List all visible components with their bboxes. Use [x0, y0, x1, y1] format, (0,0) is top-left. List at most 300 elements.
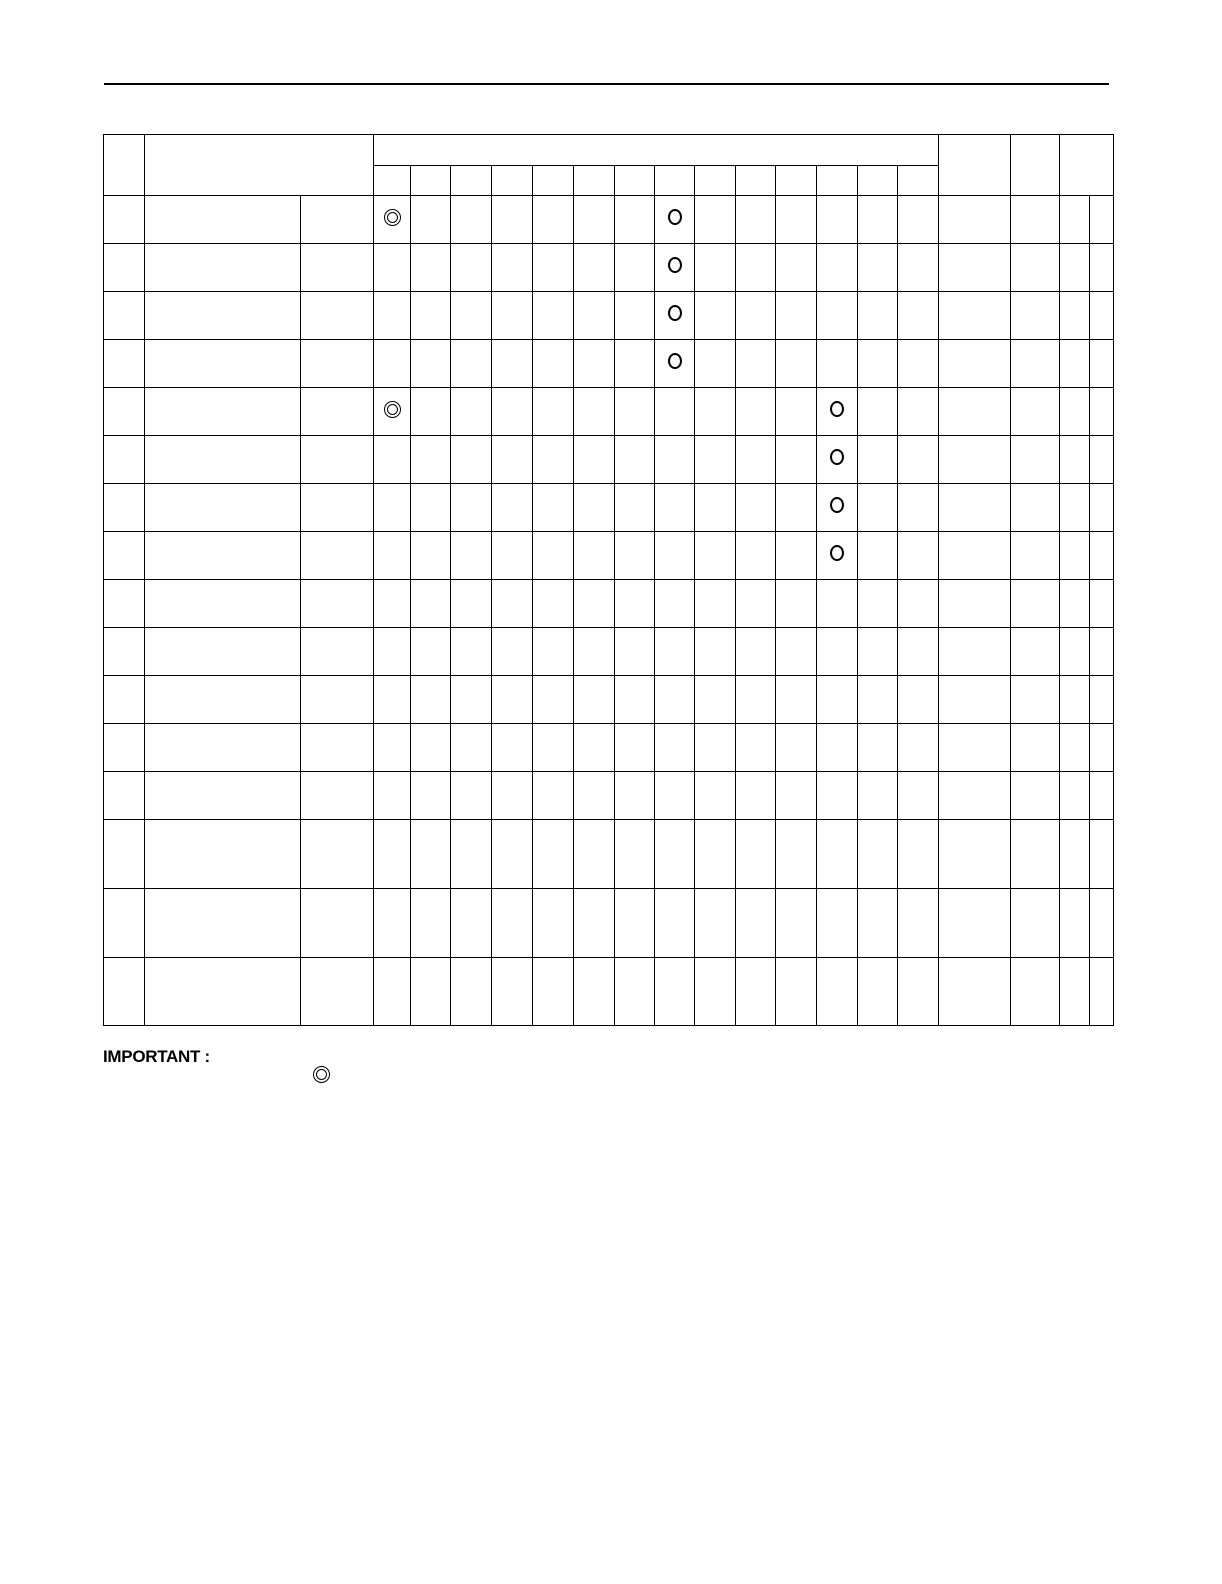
interval-cell: [533, 196, 574, 244]
interval-cell: [451, 820, 492, 889]
interval-cell: [655, 532, 695, 580]
row-extra-cell: [1090, 958, 1114, 1026]
interval-cell: [574, 676, 615, 724]
interval-cell: [574, 244, 615, 292]
interval-cell: [533, 958, 574, 1026]
row-extra-cell: [1060, 628, 1090, 676]
interval-cell: [451, 724, 492, 772]
interval-cell: [817, 532, 858, 580]
interval-cell: [492, 889, 533, 958]
row-item-detail-cell: [301, 676, 374, 724]
interval-cell: [695, 772, 736, 820]
row-extra-cell: [1090, 244, 1114, 292]
interval-cell: [411, 724, 451, 772]
interval-cell: [615, 958, 655, 1026]
interval-cell: [451, 388, 492, 436]
interval-cell: [817, 388, 858, 436]
header-interval-cell: [374, 135, 939, 166]
interval-cell: [817, 580, 858, 628]
interval-cell: [655, 196, 695, 244]
interval-cell: [374, 532, 411, 580]
interval-cell: [615, 724, 655, 772]
interval-cell: [374, 580, 411, 628]
interval-cell: [776, 388, 817, 436]
interval-cell: [655, 628, 695, 676]
header-interval-subcell: [817, 166, 858, 196]
header-no-cell: [104, 135, 145, 196]
row-extra-cell: [1090, 628, 1114, 676]
interval-cell: [451, 889, 492, 958]
interval-cell: [374, 340, 411, 388]
row-extra-cell: [939, 532, 1011, 580]
row-extra-cell: [1060, 820, 1090, 889]
row-item-cell: [145, 580, 301, 628]
interval-cell: [411, 628, 451, 676]
row-item-cell: [145, 889, 301, 958]
row-extra-cell: [1060, 532, 1090, 580]
row-number-cell: [104, 388, 145, 436]
interval-cell: [817, 772, 858, 820]
interval-cell: [411, 958, 451, 1026]
row-item-detail-cell: [301, 484, 374, 532]
row-extra-cell: [1060, 772, 1090, 820]
table-row: [104, 820, 1114, 889]
interval-cell: [533, 436, 574, 484]
interval-cell: [695, 484, 736, 532]
header-interval-subcell: [533, 166, 574, 196]
interval-cell: [492, 724, 533, 772]
interval-cell: [615, 292, 655, 340]
row-extra-cell: [939, 889, 1011, 958]
interval-cell: [533, 889, 574, 958]
table-row: [104, 484, 1114, 532]
row-item-cell: [145, 340, 301, 388]
header-item-cell: [145, 135, 374, 196]
row-extra-cell: [1090, 580, 1114, 628]
interval-cell: [451, 628, 492, 676]
row-item-cell: [145, 436, 301, 484]
interval-cell: [776, 676, 817, 724]
header-interval-subcell: [451, 166, 492, 196]
table-row: [104, 580, 1114, 628]
interval-cell: [736, 628, 776, 676]
row-item-cell: [145, 676, 301, 724]
interval-cell: [533, 388, 574, 436]
interval-cell: [574, 292, 615, 340]
header-interval-subcell: [898, 166, 939, 196]
table-row: [104, 628, 1114, 676]
row-extra-cell: [1060, 724, 1090, 772]
row-number-cell: [104, 724, 145, 772]
interval-cell: [655, 388, 695, 436]
interval-cell: [858, 532, 898, 580]
interval-cell: [615, 484, 655, 532]
interval-cell: [655, 676, 695, 724]
row-extra-cell: [1011, 196, 1060, 244]
interval-cell: [533, 724, 574, 772]
interval-cell: [736, 676, 776, 724]
interval-cell: [374, 628, 411, 676]
interval-cell: [776, 436, 817, 484]
row-item-cell: [145, 388, 301, 436]
row-extra-cell: [939, 628, 1011, 676]
table-row: [104, 724, 1114, 772]
interval-cell: [898, 958, 939, 1026]
interval-cell: [858, 292, 898, 340]
interval-cell: [374, 484, 411, 532]
row-extra-cell: [1011, 772, 1060, 820]
row-extra-cell: [939, 292, 1011, 340]
interval-cell: [411, 676, 451, 724]
interval-cell: [411, 244, 451, 292]
interval-cell: [533, 580, 574, 628]
row-number-cell: [104, 820, 145, 889]
row-number-cell: [104, 484, 145, 532]
interval-cell: [736, 958, 776, 1026]
interval-cell: [574, 628, 615, 676]
row-extra-cell: [939, 388, 1011, 436]
interval-cell: [374, 292, 411, 340]
row-extra-cell: [1090, 772, 1114, 820]
interval-cell: [492, 340, 533, 388]
circle-icon: [668, 257, 682, 273]
interval-cell: [858, 388, 898, 436]
row-number-cell: [104, 196, 145, 244]
row-item-detail-cell: [301, 436, 374, 484]
interval-cell: [533, 772, 574, 820]
interval-cell: [858, 436, 898, 484]
interval-cell: [695, 532, 736, 580]
interval-cell: [695, 820, 736, 889]
interval-cell: [817, 676, 858, 724]
interval-cell: [776, 628, 817, 676]
interval-cell: [451, 580, 492, 628]
interval-cell: [374, 196, 411, 244]
interval-cell: [898, 436, 939, 484]
header-interval-subcell: [574, 166, 615, 196]
interval-cell: [655, 340, 695, 388]
row-extra-cell: [1090, 676, 1114, 724]
circle-icon: [830, 401, 844, 417]
interval-cell: [898, 292, 939, 340]
interval-cell: [411, 580, 451, 628]
interval-cell: [776, 484, 817, 532]
row-extra-cell: [1060, 196, 1090, 244]
row-extra-cell: [939, 580, 1011, 628]
interval-cell: [574, 724, 615, 772]
interval-cell: [898, 484, 939, 532]
interval-cell: [411, 889, 451, 958]
interval-cell: [695, 958, 736, 1026]
interval-cell: [695, 580, 736, 628]
row-extra-cell: [1011, 340, 1060, 388]
row-extra-cell: [1011, 724, 1060, 772]
header-row: [104, 135, 1114, 166]
row-item-cell: [145, 820, 301, 889]
interval-cell: [858, 772, 898, 820]
header-interval-subcell: [492, 166, 533, 196]
interval-cell: [411, 436, 451, 484]
row-item-detail-cell: [301, 724, 374, 772]
interval-cell: [451, 676, 492, 724]
interval-cell: [736, 292, 776, 340]
interval-cell: [451, 532, 492, 580]
interval-cell: [858, 244, 898, 292]
row-item-cell: [145, 196, 301, 244]
interval-cell: [898, 340, 939, 388]
table-row: [104, 388, 1114, 436]
interval-cell: [411, 340, 451, 388]
row-extra-cell: [939, 724, 1011, 772]
row-extra-cell: [1011, 292, 1060, 340]
interval-cell: [492, 388, 533, 436]
interval-cell: [451, 196, 492, 244]
double-circle-icon: [313, 1066, 330, 1083]
interval-cell: [374, 820, 411, 889]
interval-cell: [533, 340, 574, 388]
interval-cell: [655, 889, 695, 958]
row-number-cell: [104, 889, 145, 958]
table-row: [104, 196, 1114, 244]
table-row: [104, 244, 1114, 292]
interval-cell: [574, 958, 615, 1026]
circle-icon: [668, 305, 682, 321]
row-extra-cell: [1060, 580, 1090, 628]
row-extra-cell: [1060, 484, 1090, 532]
interval-cell: [492, 958, 533, 1026]
table-row: [104, 889, 1114, 958]
row-extra-cell: [1090, 292, 1114, 340]
row-number-cell: [104, 532, 145, 580]
row-extra-cell: [1060, 292, 1090, 340]
interval-cell: [898, 676, 939, 724]
interval-cell: [574, 580, 615, 628]
interval-cell: [374, 772, 411, 820]
interval-cell: [451, 436, 492, 484]
row-extra-cell: [939, 244, 1011, 292]
interval-cell: [411, 532, 451, 580]
row-number-cell: [104, 958, 145, 1026]
interval-cell: [736, 244, 776, 292]
row-extra-cell: [1090, 196, 1114, 244]
interval-cell: [776, 292, 817, 340]
row-extra-cell: [939, 676, 1011, 724]
row-item-detail-cell: [301, 820, 374, 889]
row-item-cell: [145, 244, 301, 292]
row-extra-cell: [939, 484, 1011, 532]
interval-cell: [736, 580, 776, 628]
interval-cell: [817, 292, 858, 340]
circle-icon: [668, 353, 682, 369]
interval-cell: [615, 676, 655, 724]
row-extra-cell: [1011, 820, 1060, 889]
interval-cell: [533, 244, 574, 292]
interval-cell: [411, 772, 451, 820]
row-number-cell: [104, 772, 145, 820]
interval-cell: [695, 628, 736, 676]
row-extra-cell: [1090, 532, 1114, 580]
interval-cell: [898, 532, 939, 580]
interval-cell: [451, 772, 492, 820]
row-item-detail-cell: [301, 772, 374, 820]
interval-cell: [492, 628, 533, 676]
interval-cell: [615, 889, 655, 958]
interval-cell: [451, 340, 492, 388]
interval-cell: [817, 484, 858, 532]
row-item-detail-cell: [301, 958, 374, 1026]
interval-cell: [615, 772, 655, 820]
row-item-cell: [145, 772, 301, 820]
interval-cell: [695, 388, 736, 436]
row-extra-cell: [1011, 889, 1060, 958]
circle-icon: [668, 209, 682, 225]
interval-cell: [898, 889, 939, 958]
row-extra-cell: [1060, 958, 1090, 1026]
interval-cell: [533, 628, 574, 676]
interval-cell: [655, 292, 695, 340]
interval-cell: [574, 532, 615, 580]
interval-cell: [817, 244, 858, 292]
interval-cell: [695, 724, 736, 772]
interval-cell: [817, 820, 858, 889]
row-number-cell: [104, 580, 145, 628]
interval-cell: [492, 580, 533, 628]
interval-cell: [655, 724, 695, 772]
interval-cell: [374, 724, 411, 772]
interval-cell: [776, 244, 817, 292]
row-extra-cell: [1090, 388, 1114, 436]
interval-cell: [655, 436, 695, 484]
interval-cell: [776, 340, 817, 388]
interval-cell: [615, 340, 655, 388]
row-extra-cell: [1090, 340, 1114, 388]
interval-cell: [736, 388, 776, 436]
interval-cell: [533, 676, 574, 724]
interval-cell: [858, 676, 898, 724]
interval-cell: [898, 196, 939, 244]
interval-cell: [451, 292, 492, 340]
important-label: IMPORTANT :: [103, 1047, 210, 1066]
row-extra-cell: [1011, 580, 1060, 628]
interval-cell: [411, 484, 451, 532]
interval-cell: [858, 820, 898, 889]
interval-cell: [374, 958, 411, 1026]
circle-icon: [830, 545, 844, 561]
interval-cell: [574, 889, 615, 958]
row-number-cell: [104, 244, 145, 292]
interval-cell: [736, 340, 776, 388]
interval-cell: [898, 724, 939, 772]
circle-icon: [830, 449, 844, 465]
row-item-detail-cell: [301, 196, 374, 244]
interval-cell: [776, 532, 817, 580]
row-item-cell: [145, 724, 301, 772]
interval-cell: [776, 889, 817, 958]
interval-cell: [858, 628, 898, 676]
interval-cell: [695, 676, 736, 724]
table-row: [104, 958, 1114, 1026]
interval-cell: [898, 580, 939, 628]
interval-cell: [736, 436, 776, 484]
circle-icon: [830, 497, 844, 513]
interval-cell: [858, 340, 898, 388]
top-rule: [104, 83, 1109, 85]
interval-cell: [574, 484, 615, 532]
interval-cell: [736, 724, 776, 772]
interval-cell: [411, 388, 451, 436]
header-interval-subcell: [695, 166, 736, 196]
interval-cell: [898, 388, 939, 436]
row-extra-cell: [1011, 388, 1060, 436]
interval-cell: [817, 340, 858, 388]
interval-cell: [817, 958, 858, 1026]
row-number-cell: [104, 292, 145, 340]
interval-cell: [736, 484, 776, 532]
interval-cell: [574, 820, 615, 889]
row-item-detail-cell: [301, 628, 374, 676]
row-extra-cell: [1060, 436, 1090, 484]
interval-cell: [776, 580, 817, 628]
table-row: [104, 532, 1114, 580]
interval-cell: [817, 724, 858, 772]
row-extra-cell: [1090, 484, 1114, 532]
interval-cell: [776, 820, 817, 889]
table-row: [104, 340, 1114, 388]
interval-cell: [574, 196, 615, 244]
interval-cell: [533, 532, 574, 580]
interval-cell: [411, 196, 451, 244]
row-extra-cell: [1060, 244, 1090, 292]
row-item-detail-cell: [301, 340, 374, 388]
row-item-detail-cell: [301, 532, 374, 580]
interval-cell: [776, 772, 817, 820]
double-circle-icon: [384, 401, 401, 418]
row-extra-cell: [939, 436, 1011, 484]
row-item-cell: [145, 532, 301, 580]
interval-cell: [615, 196, 655, 244]
interval-cell: [492, 532, 533, 580]
row-item-detail-cell: [301, 580, 374, 628]
interval-cell: [574, 388, 615, 436]
row-extra-cell: [1011, 628, 1060, 676]
interval-cell: [655, 772, 695, 820]
interval-cell: [533, 820, 574, 889]
row-extra-cell: [939, 196, 1011, 244]
interval-cell: [492, 244, 533, 292]
row-number-cell: [104, 628, 145, 676]
row-extra-cell: [1011, 676, 1060, 724]
row-item-cell: [145, 484, 301, 532]
interval-cell: [492, 484, 533, 532]
row-item-cell: [145, 292, 301, 340]
header-extra-cell: [939, 135, 1011, 196]
interval-cell: [695, 340, 736, 388]
interval-cell: [615, 580, 655, 628]
interval-cell: [492, 676, 533, 724]
interval-cell: [858, 889, 898, 958]
interval-cell: [374, 244, 411, 292]
interval-cell: [615, 388, 655, 436]
header-extra-cell: [1011, 135, 1060, 196]
interval-cell: [374, 676, 411, 724]
header-extra-cell: [1060, 135, 1114, 196]
header-interval-subcell: [655, 166, 695, 196]
interval-cell: [451, 484, 492, 532]
interval-cell: [655, 820, 695, 889]
row-extra-cell: [1090, 724, 1114, 772]
interval-cell: [776, 958, 817, 1026]
interval-cell: [492, 820, 533, 889]
